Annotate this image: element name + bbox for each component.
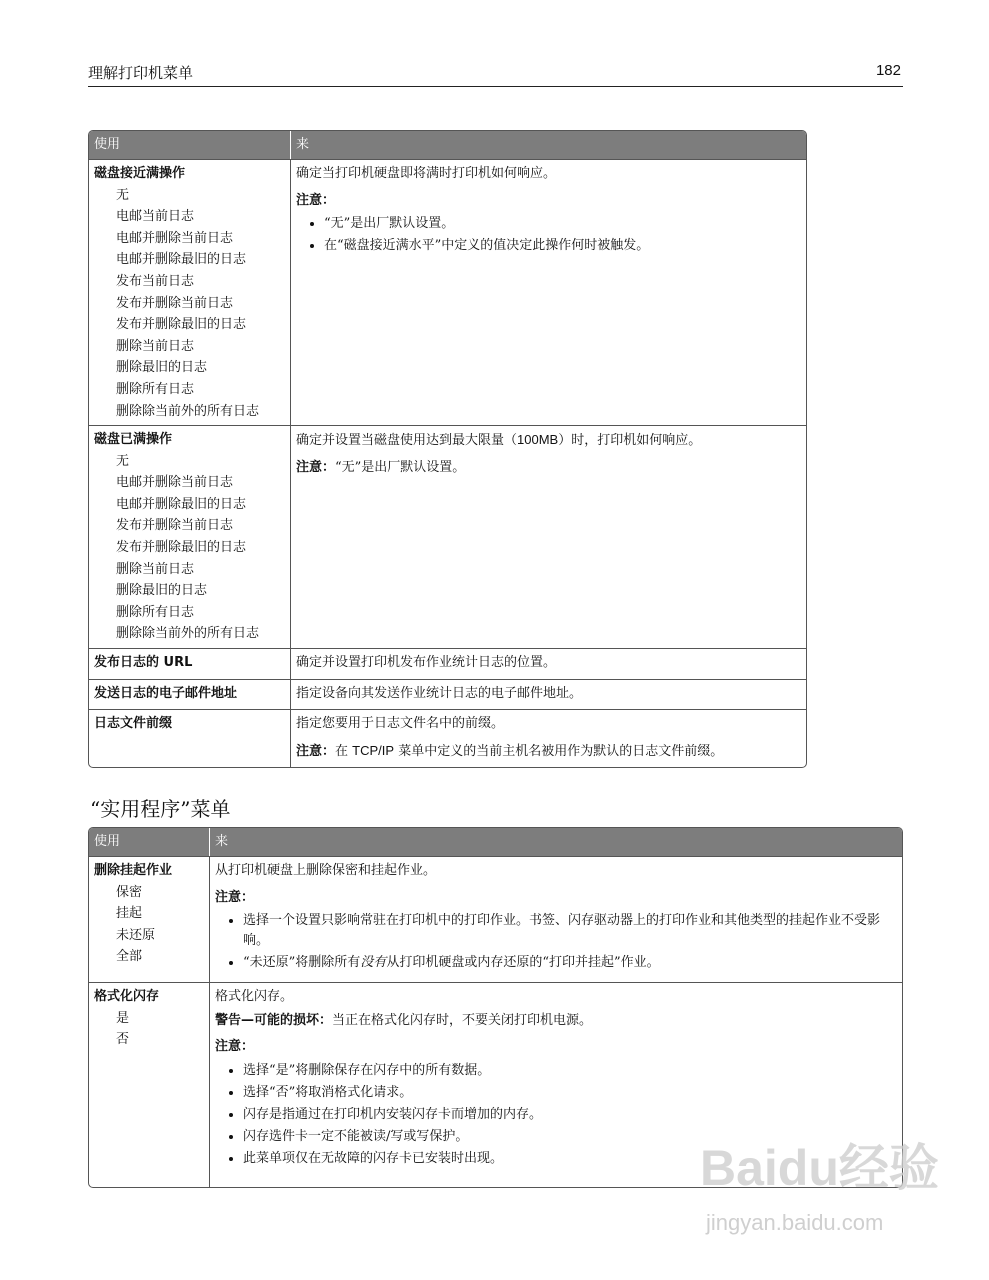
note-bullet: • 选择“是”将删除保存在闪存中的所有数据。 [243,1061,897,1081]
note-value: TCP/IP [352,742,395,758]
note-bullet: • 选择“否”将取消格式化请求。 [243,1083,897,1103]
note-label: 注意： [215,1039,255,1055]
section-title: “实用程序”菜单 [90,797,231,821]
note-text: “无”是出厂默认设置。 [335,459,466,475]
warning [215,1010,897,1032]
setting-name: 磁盘接近满操作 [94,166,186,181]
table-row [89,648,806,679]
option-item: 电邮并删除最旧的日志 [116,252,247,268]
table-row [89,679,806,710]
log-settings-table [88,130,807,768]
table-row [89,856,902,982]
setting-cell [89,856,209,982]
description-text: 指定设备向其发送作业统计日志的电子邮件地址。 [296,685,583,701]
setting-cell [89,982,209,1187]
column-header-to: 来 [290,131,806,159]
option-item: 删除所有日志 [116,381,195,397]
option-item: 否 [116,1032,130,1048]
option-item: 无 [116,187,130,203]
header-title: 理解打印机菜单 [88,64,194,82]
option-item: 电邮并删除最旧的日志 [116,496,247,512]
note-text: 菜单中定义的当前主机名被用作为默认的日志文件前缀。 [394,743,724,759]
setting-name: 日志文件前缀 [94,716,173,732]
note-bullet: • 此菜单项仅在无故障的闪存卡已安装时出现。 [243,1149,897,1169]
table-row [89,159,806,425]
description-part: 确定并设置当磁盘使用达到最大限量（ [296,433,518,448]
description-text: 确定并设置打印机发布作业统计日志的位置。 [296,655,557,670]
option-item: 发布当前日志 [116,273,195,289]
description-cell [290,159,806,425]
option-item: 删除最旧的日志 [116,583,208,599]
option-item: 删除当前日志 [116,561,195,577]
description-cell [290,709,806,767]
option-item: 未还原 [116,927,156,943]
note-bullet: • 在“磁盘接近满水平”中定义的值决定此操作何时被触发。 [324,236,801,256]
setting-cell [89,159,290,425]
note-bullet: • 闪存是指通过在打印机内安装闪存卡而增加的内存。 [243,1105,897,1125]
option-item: 删除最旧的日志 [116,360,208,376]
option-item: 删除当前日志 [116,338,195,354]
note-bullet [243,953,897,973]
description-cell [290,679,806,710]
note [296,740,801,763]
page-header [88,62,903,87]
option-item: 电邮当前日志 [116,209,195,225]
warning-label: 警告—可能的损坏： [215,1012,333,1028]
table-header-row [89,131,806,159]
setting-cell [89,679,290,710]
setting-cell [89,425,290,648]
option-item: 挂起 [116,906,143,922]
option-item: 保密 [116,884,143,900]
description-text [296,429,801,452]
option-item: 是 [116,1010,130,1026]
note-text: “未还原”将删除所有 [243,955,361,971]
table-header-row [89,828,902,856]
note-list [215,911,897,973]
note-list [296,214,801,256]
description-text: 从打印机硬盘上删除保密和挂起作业。 [215,863,437,878]
note-text: 在 [335,743,353,759]
note-label: 注意： [296,459,336,475]
table-row [89,425,806,648]
option-item: 发布并删除当前日志 [116,518,234,534]
column-header-use: 使用 [89,828,209,856]
table-row [89,709,806,767]
note-bullet: • “无”是出厂默认设置。 [324,214,801,234]
setting-name: 发送日志的电子邮件地址 [94,685,238,701]
description-cell [209,856,902,982]
description-part: ）时，打印机如何响应。 [558,433,702,448]
note [296,457,801,479]
setting-cell [89,648,290,679]
option-item: 删除除当前外的所有日志 [116,403,260,419]
description-text: 确定当打印机硬盘即将满时打印机如何响应。 [296,166,557,181]
option-item: 发布并删除当前日志 [116,295,234,311]
watermark-url: jingyan.baidu.com [706,1210,884,1235]
description-cell [290,648,806,679]
setting-name: 发布日志的 URL [94,655,193,670]
note-bullet: • 闪存选件卡一定不能被读/写或写保护。 [243,1127,897,1147]
note-bullet: • 选择一个设置只影响常驻在打印机中的打印作业。书签、闪存驱动器上的打印作业和其他类型的挂起作业不受影响。 [243,911,897,951]
note-label: 注意： [215,889,255,905]
option-item: 全部 [116,949,143,965]
watermark-logo: Baidu经验 [700,1140,939,1196]
description-text: 格式化闪存。 [215,989,294,1004]
option-item: 发布并删除最旧的日志 [116,317,247,333]
setting-name: 删除挂起作业 [94,863,173,878]
description-value: 100MB [517,432,559,447]
option-item: 发布并删除最旧的日志 [116,539,247,555]
warning-text: 当正在格式化闪存时，不要关闭打印机电源。 [332,1012,593,1028]
column-header-to: 来 [209,828,902,856]
description-text: 指定您要用于日志文件名中的前缀。 [296,716,505,732]
setting-name: 磁盘已满操作 [94,432,173,447]
option-item: 电邮并删除当前日志 [116,230,234,246]
note-label: 注意： [296,192,336,208]
page-number: 182 [875,62,901,79]
option-item: 无 [116,453,130,469]
note-label: 注意： [296,743,336,759]
column-header-use: 使用 [89,131,290,159]
option-item: 电邮并删除当前日志 [116,475,234,491]
note-emphasis: 没有 [360,955,387,971]
option-item: 删除除当前外的所有日志 [116,626,260,642]
note-text: 从打印机硬盘或内存还原的“打印并挂起”作业。 [386,955,660,971]
setting-cell [89,709,290,767]
description-cell [290,425,806,648]
setting-name: 格式化闪存 [94,989,160,1004]
option-item: 删除所有日志 [116,604,195,620]
